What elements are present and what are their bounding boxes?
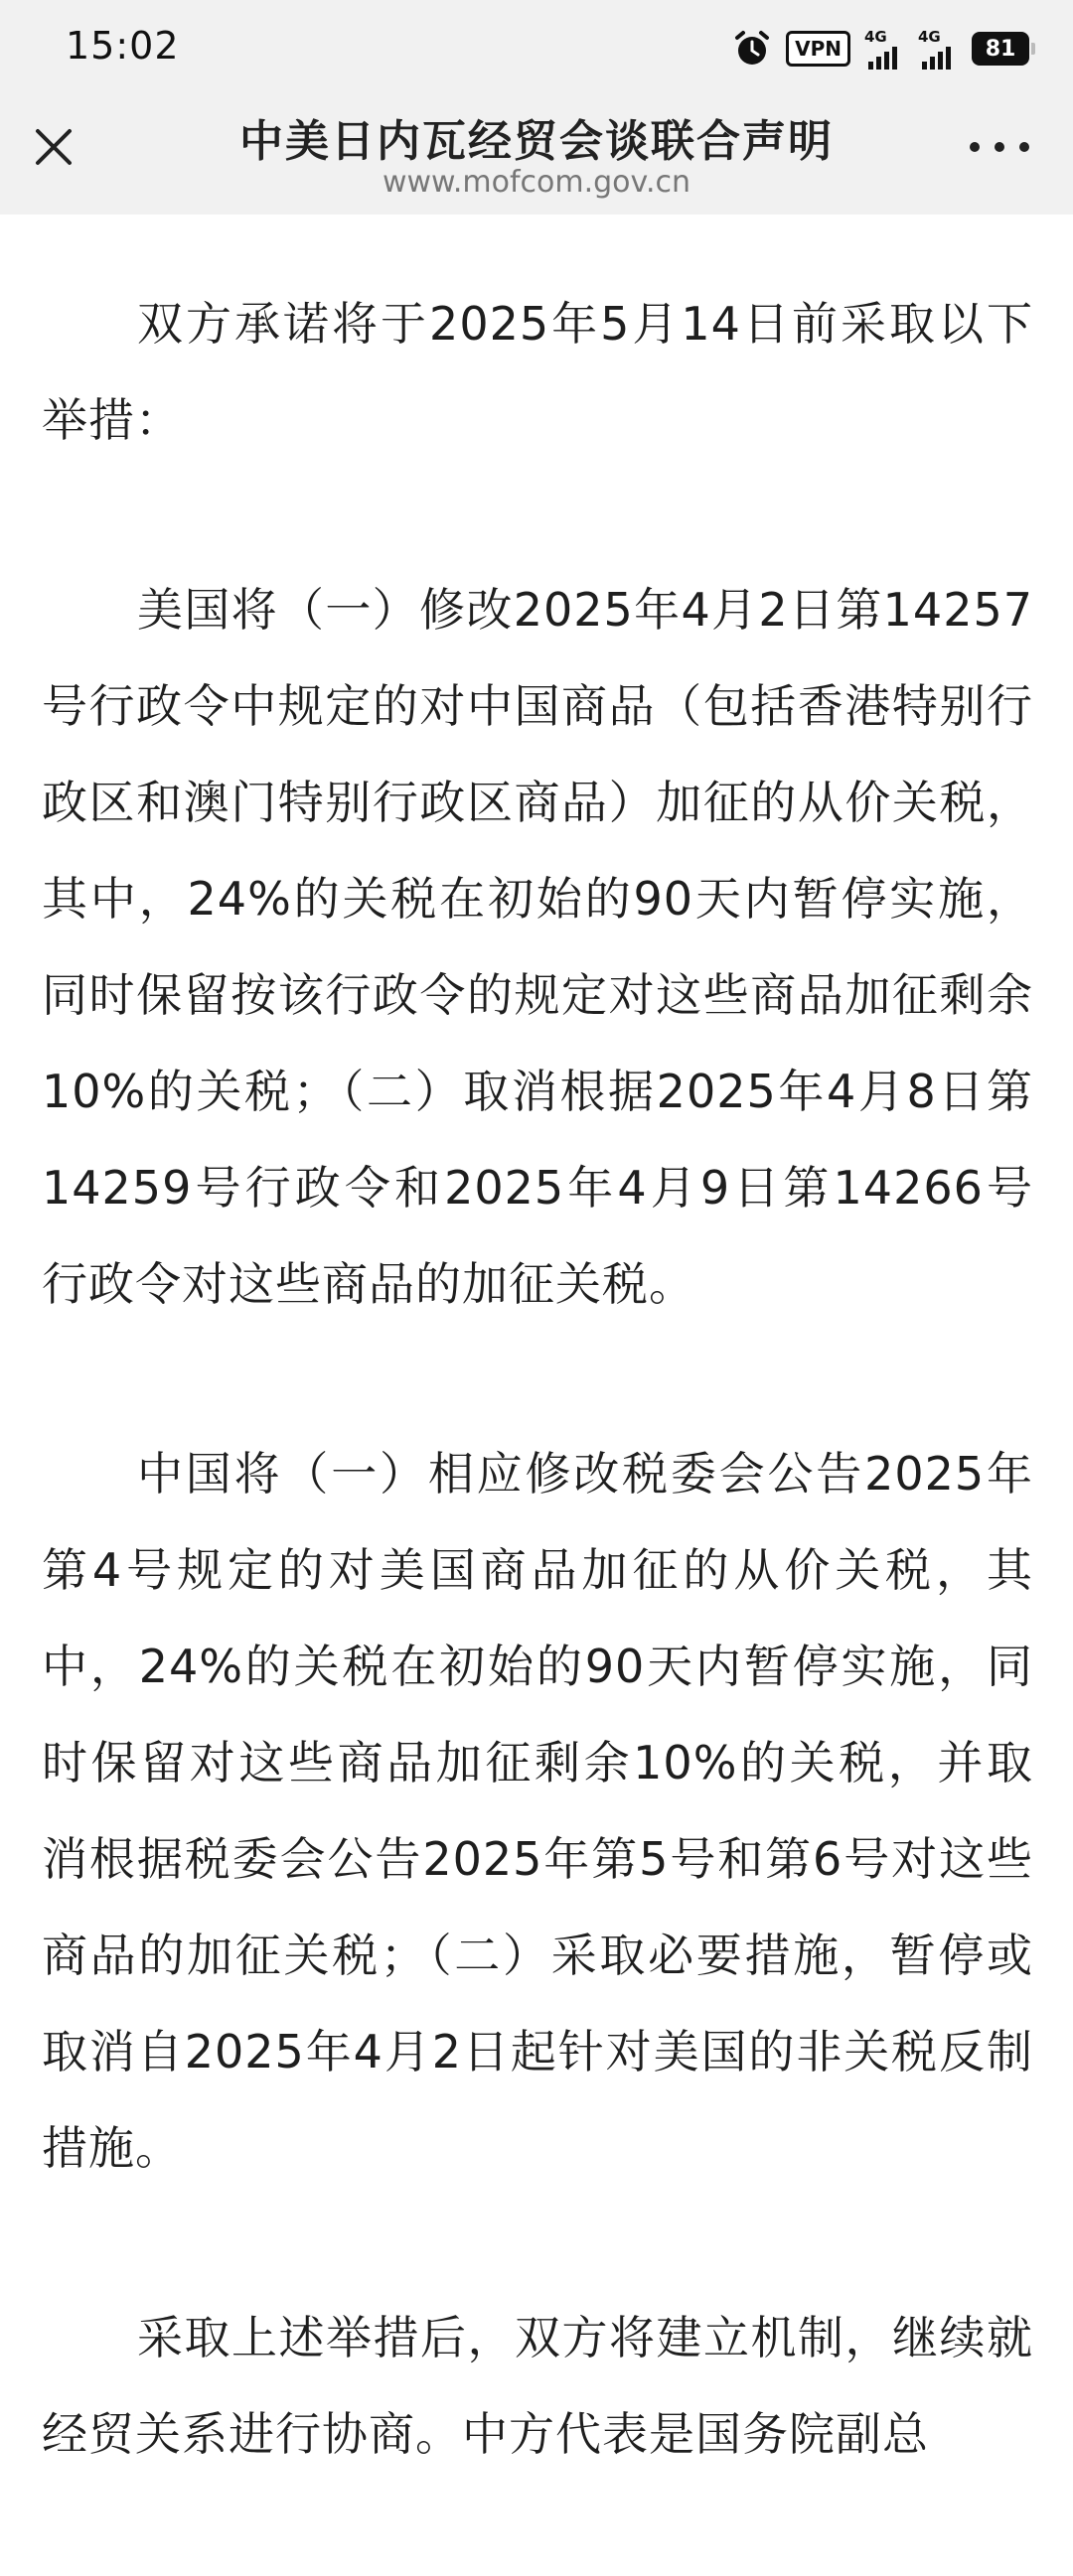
more-button[interactable]	[970, 127, 1029, 167]
vpn-icon: VPN	[786, 31, 850, 67]
alarm-icon	[732, 29, 772, 69]
article-body	[42, 276, 1033, 2576]
article-paragraph: 中国将（一）相应修改税委会公告2025年第4号规定的对美国商品加征的从价关税，其中，24%的关税在初始的90天内暂停实施，同时保留对这些商品加征剩余10%的关税，并取消根据税委会公告2025年第5号和第6号对这些商品的加征关税；（二）采取必要措施，暂停或取消自2025年4月2日起针对美国的非关税反制措施。	[42, 1447, 1033, 2175]
network-type-1: 4G	[864, 28, 887, 46]
top-bar	[0, 0, 1073, 215]
article-paragraph: 美国将（一）修改2025年4月2日第14257号行政令中规定的对中国商品（包括香港特别行政区和澳门特别行政区商品）加征的从价关税，其中，24%的关税在初始的90天内暂停实施，同时保留按该行政令的规定对这些商品加征剩余10%的关税；（二）取消根据2025年4月8日第14259号行政令和2025年4月9日第14266号行政令对这些商品的加征关税。	[42, 583, 1033, 1311]
page-url: www.mofcom.gov.cn	[382, 165, 690, 200]
battery-icon: 81	[972, 32, 1029, 66]
more-icon-dot	[995, 142, 1004, 152]
more-icon-dot	[1019, 142, 1029, 152]
signal-icon-1	[864, 28, 904, 70]
status-time: 15:02	[66, 24, 180, 68]
network-type-2: 4G	[918, 28, 941, 46]
signal-icon-2	[918, 28, 958, 70]
article-paragraph: 采取上述举措后，双方将建立机制，继续就经贸关系进行协商。中方代表是国务院副总	[42, 2311, 1033, 2461]
status-bar	[0, 0, 1073, 95]
more-icon-dot	[970, 142, 980, 152]
article-paragraph: 双方承诺将于2025年5月14日前采取以下举措：	[42, 297, 1033, 447]
page-title: 中美日内瓦经贸会谈联合声明	[239, 116, 834, 167]
status-icons	[732, 26, 1029, 72]
